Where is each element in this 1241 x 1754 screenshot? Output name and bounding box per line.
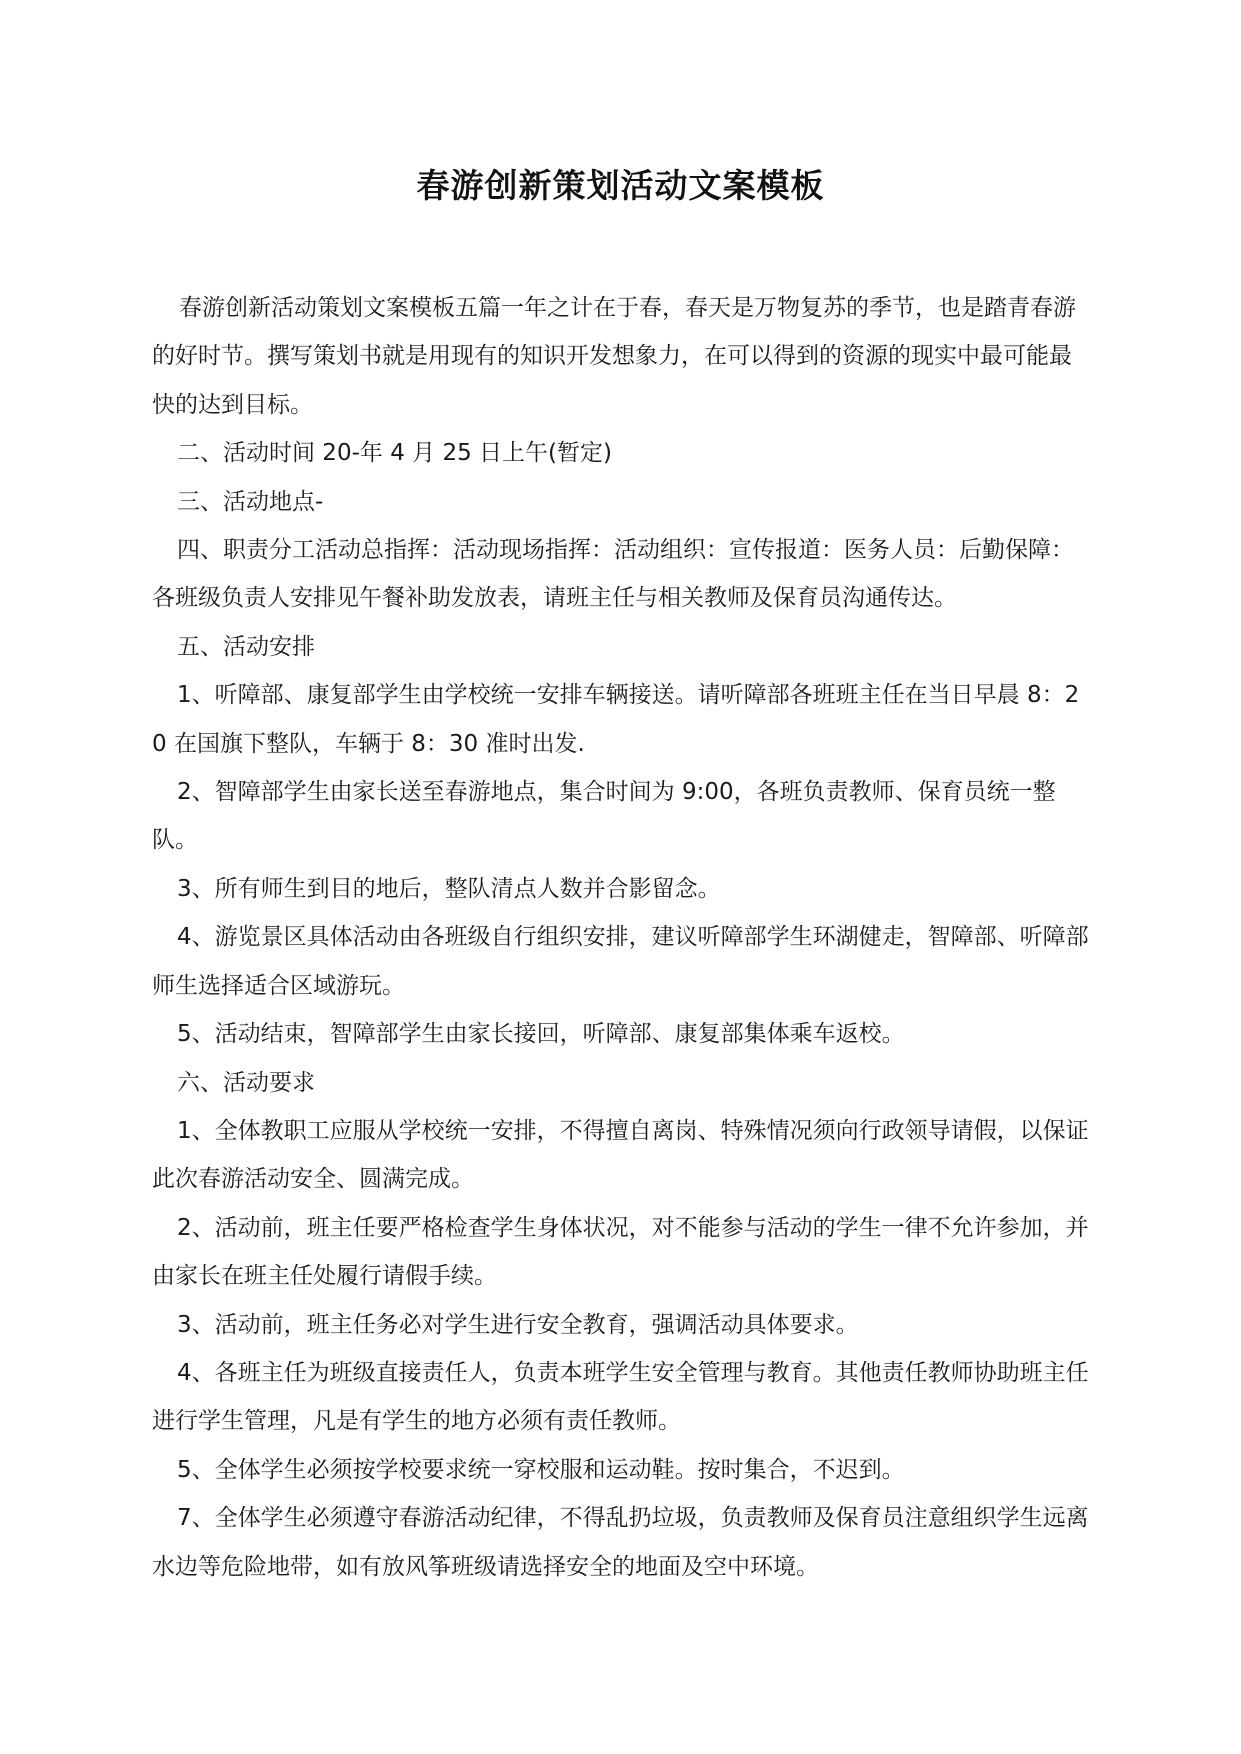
- requirement-item-7: 7、全体学生必须遵守春游活动纪律，不得乱扔垃圾，负责教师及保育员注意组织学生远离水边等危险地带，如有放风筝班级请选择安全的地面及空中环境。: [152, 1505, 1089, 1580]
- arrangement-item-5: 5、活动结束，智障部学生由家长接回，听障部、康复部集体乘车返校。: [177, 1021, 905, 1048]
- arrangement-item-3: 3、所有师生到目的地后，整队清点人数并合影留念。: [177, 875, 721, 902]
- requirement-item-5: 5、全体学生必须按学校要求统一穿校服和运动鞋。按时集合，不迟到。: [177, 1456, 905, 1483]
- requirement-item-1: 1、全体教职工应服从学校统一安排，不得擅自离岗、特殊情况须向行政领导请假，以保证此次春游活动安全、圆满完成。: [152, 1117, 1089, 1193]
- document-title: 春游创新策划活动文案模板: [416, 166, 825, 205]
- paragraph-activity-time: 二、活动时间 20-年 4 月 25 日上午(暂定): [177, 440, 612, 467]
- paragraph-intro: 春游创新活动策划文案模板五篇一年之计在于春，春天是万物复苏的季节，也是踏青春游的好时节。撰写策划书就是用现有的知识开发想象力，在可以得到的资源的现实中最可能最快的达到目标。: [152, 295, 1076, 418]
- arrangement-item-1: 1、听障部、康复部学生由学校统一安排车辆接送。请听障部各班班主任在当日早晨 8：20 在国旗下整队，车辆于 8：30 准时出发.: [152, 682, 1080, 757]
- requirement-item-3: 3、活动前，班主任务必对学生进行安全教育，强调活动具体要求。: [177, 1311, 859, 1338]
- arrangement-item-2: 2、智障部学生由家长送至春游地点，集合时间为 9:00，各班负责教师、保育员统一整队。: [152, 779, 1056, 854]
- requirement-item-2: 2、活动前，班主任要严格检查学生身体状况，对不能参与活动的学生一律不允许参加，并由家长在班主任处履行请假手续。: [152, 1214, 1089, 1290]
- paragraph-responsibilities: 四、职责分工活动总指挥：活动现场指挥：活动组织：宣传报道：医务人员：后勤保障：各班级负责人安排见午餐补助发放表，请班主任与相关教师及保育员沟通传达。: [152, 537, 1074, 612]
- document-body: [152, 284, 1092, 1591]
- paragraph-activity-location: 三、活动地点-: [177, 488, 324, 515]
- section-heading-arrangement: 五、活动安排: [177, 633, 315, 660]
- requirement-item-4: 4、各班主任为班级直接责任人，负责本班学生安全管理与教育。其他责任教师协助班主任进行学生管理，凡是有学生的地方必须有责任教师。: [152, 1359, 1089, 1435]
- arrangement-item-4: 4、游览景区具体活动由各班级自行组织安排，建议听障部学生环湖健走，智障部、听障部师生选择适合区域游玩。: [152, 924, 1089, 999]
- section-heading-requirements: 六、活动要求: [177, 1069, 315, 1096]
